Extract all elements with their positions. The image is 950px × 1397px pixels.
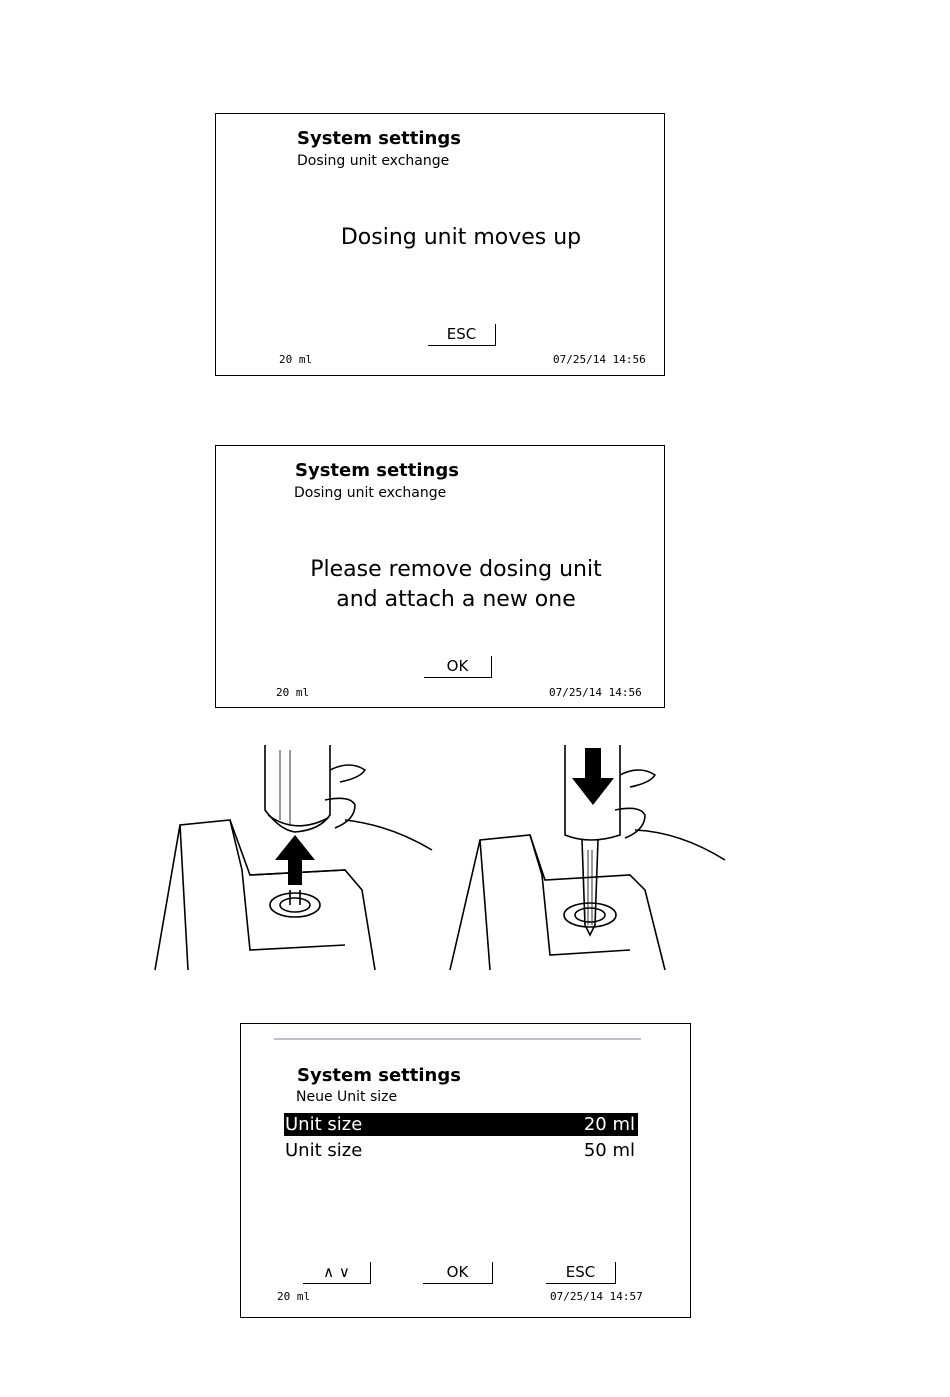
instruction-line-1: Please remove dosing unit <box>310 557 602 582</box>
option-label: Unit size <box>285 1114 363 1135</box>
esc-button[interactable]: ESC <box>428 324 496 346</box>
screen-unit-size <box>240 1023 691 1318</box>
screen-subtitle: Neue Unit size <box>296 1089 398 1105</box>
ok-button[interactable]: OK <box>424 656 492 678</box>
screen-title: System settings <box>295 460 459 481</box>
unit-size-indicator: 20 ml <box>279 353 313 366</box>
screen-remove-dosing-unit <box>215 445 665 708</box>
dosing-unit-exchange-illustration <box>150 740 740 980</box>
ok-button[interactable]: OK <box>423 1262 493 1284</box>
instruction-line-2: and attach a new one <box>336 587 576 612</box>
esc-button[interactable]: ESC <box>546 1262 616 1284</box>
datetime: 07/25/14 14:56 <box>553 353 646 366</box>
datetime: 07/25/14 14:57 <box>550 1290 643 1303</box>
screen-title: System settings <box>297 128 461 149</box>
screen-subtitle: Dosing unit exchange <box>297 153 450 169</box>
unit-size-indicator: 20 ml <box>276 686 310 699</box>
list-item-unit-size-50[interactable] <box>284 1139 638 1162</box>
option-value: 20 ml <box>583 1114 635 1135</box>
unit-size-indicator: 20 ml <box>277 1290 311 1303</box>
screen-subtitle: Dosing unit exchange <box>294 485 447 501</box>
top-divider <box>274 1038 641 1040</box>
list-item-unit-size-20[interactable] <box>284 1113 638 1136</box>
down-arrow-icon <box>572 748 614 805</box>
status-message: Dosing unit moves up <box>340 225 582 250</box>
up-arrow-icon <box>275 835 315 885</box>
option-value: 50 ml <box>583 1140 635 1161</box>
screen-dosing-moves-up <box>215 113 665 376</box>
up-down-nav-button[interactable]: ∧ ∨ <box>303 1262 371 1284</box>
screen-title: System settings <box>297 1065 461 1086</box>
datetime: 07/25/14 14:56 <box>549 686 642 699</box>
option-label: Unit size <box>285 1140 363 1161</box>
